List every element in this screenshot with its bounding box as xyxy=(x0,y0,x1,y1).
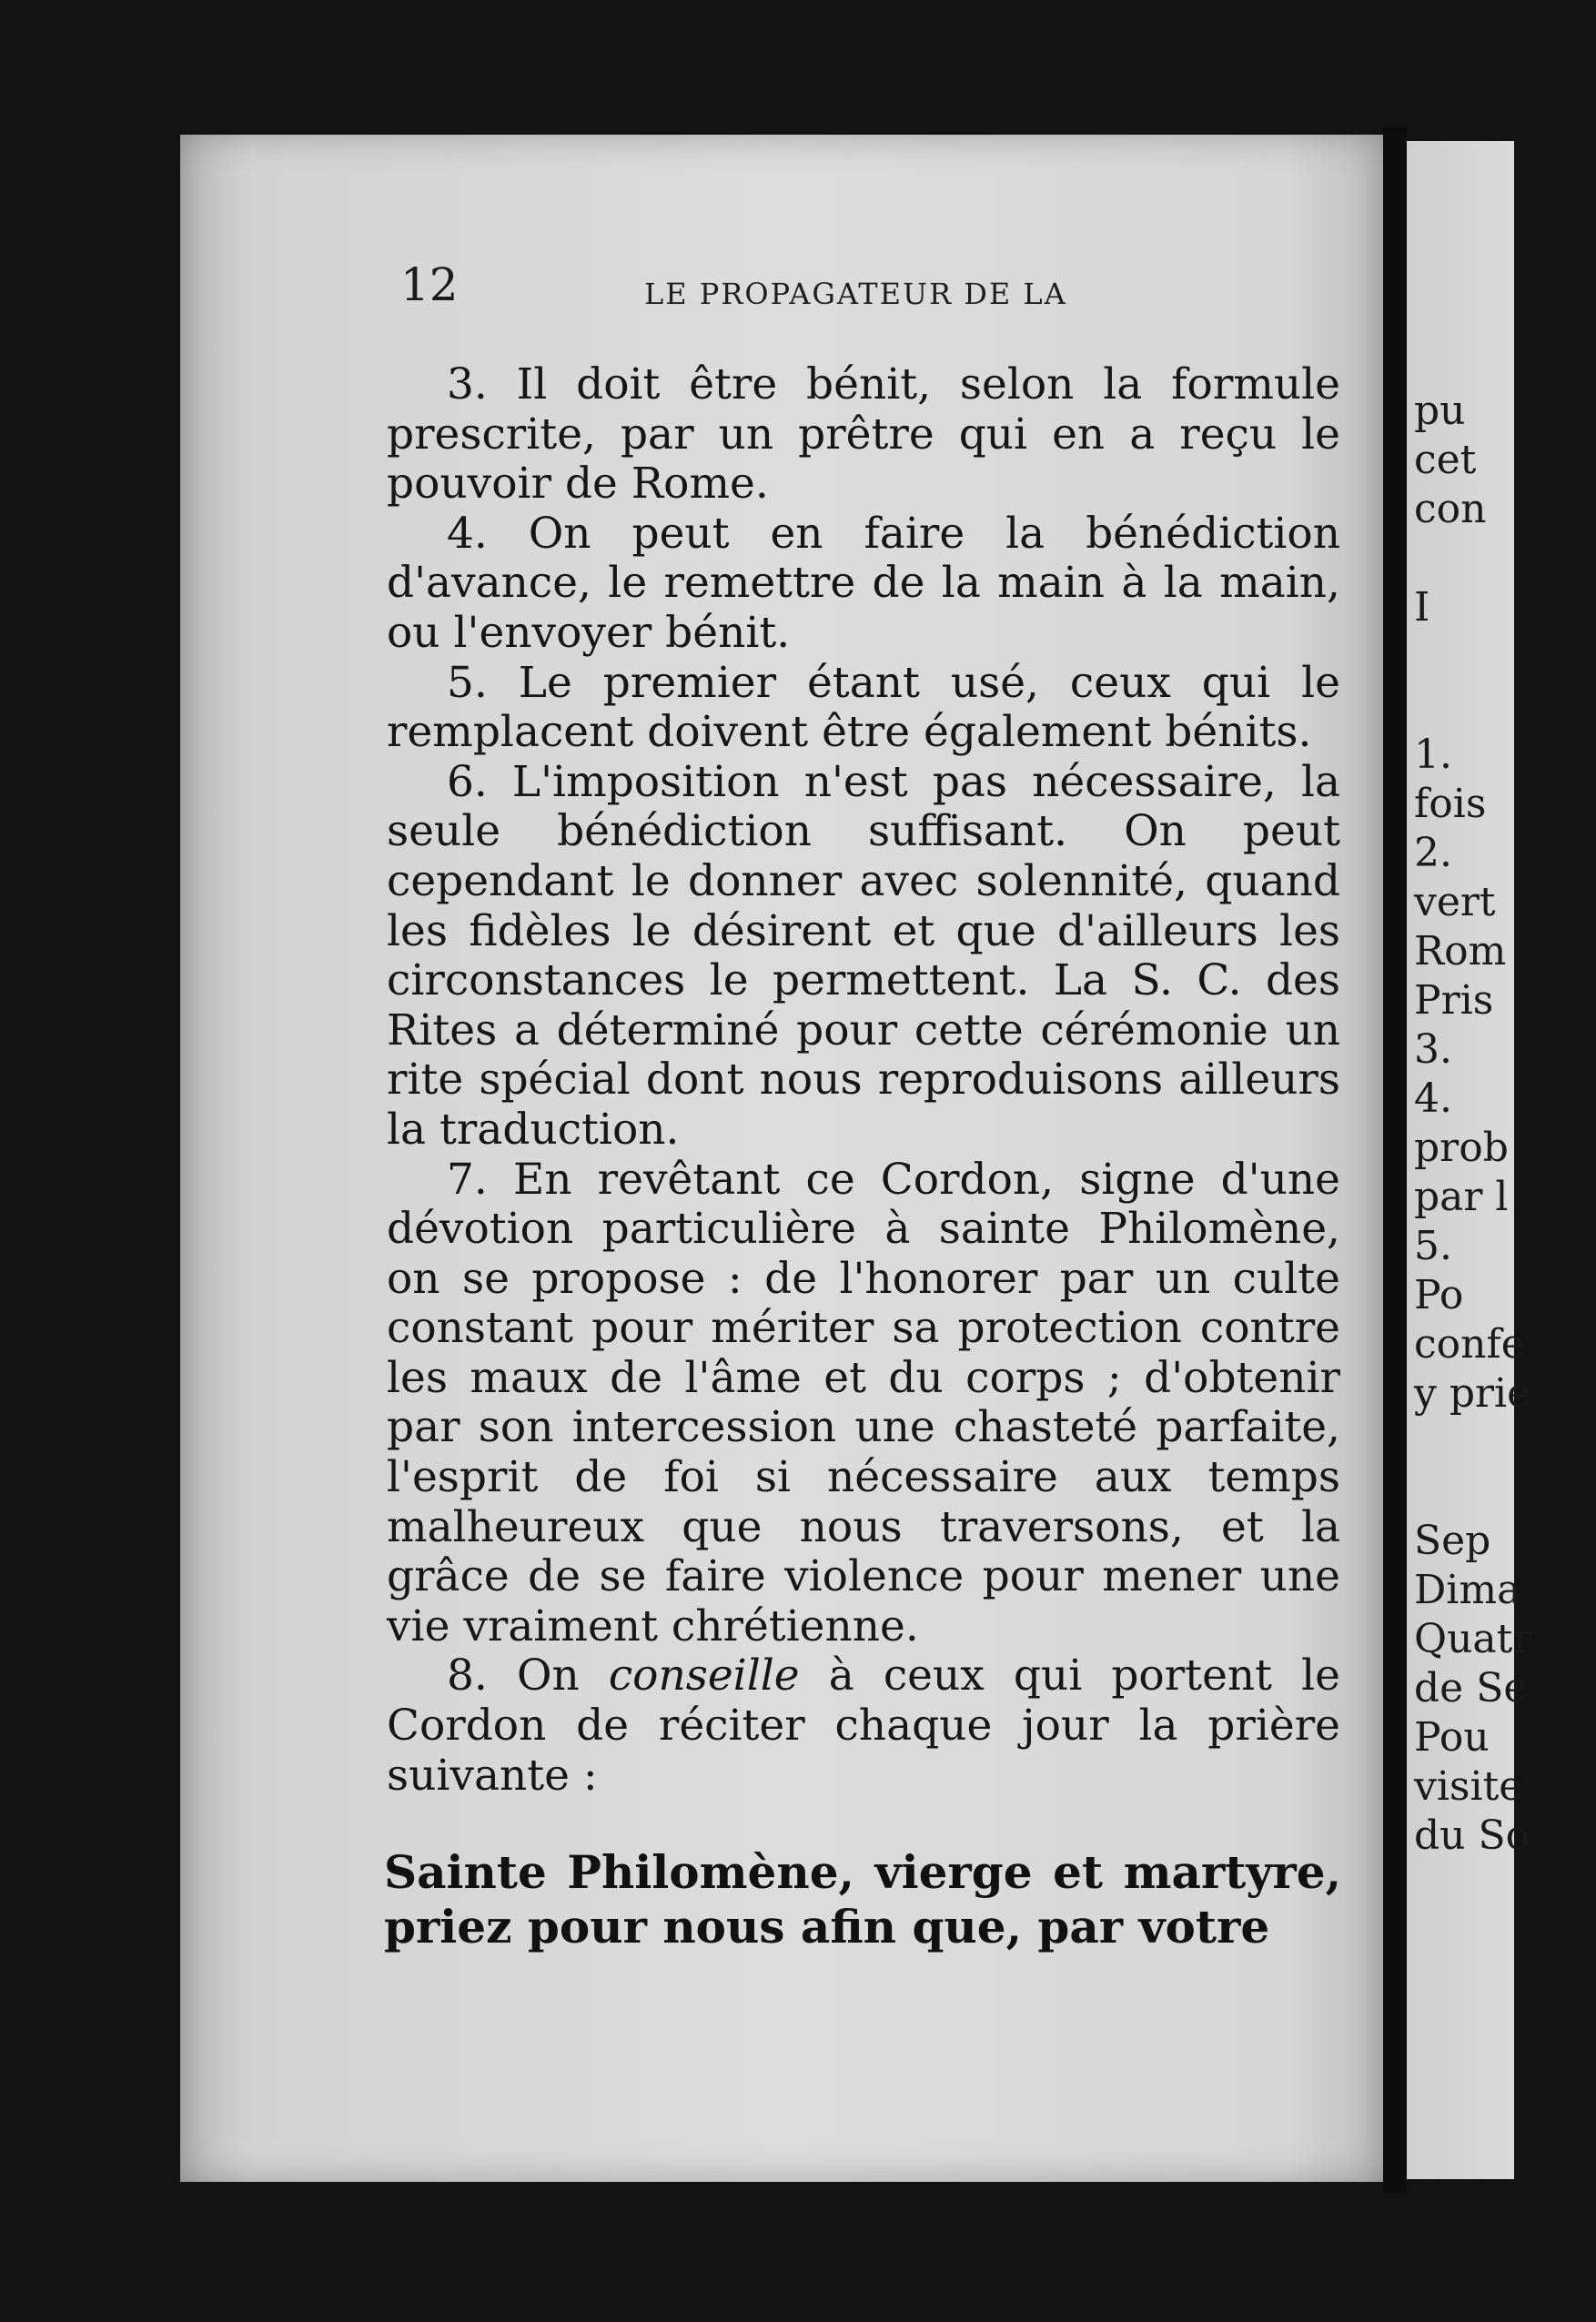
right-page-line: du So xyxy=(1414,1812,1530,1859)
paragraph-3: 3. Il doit être bénit, selon la formule prescrite, par un prêtre qui en a reçu le pouvoir de Rome. xyxy=(387,359,1340,510)
right-page-line: cet xyxy=(1414,437,1477,483)
right-page-line: 2. xyxy=(1414,830,1452,876)
right-page-line xyxy=(1414,681,1596,731)
right-page-line xyxy=(1414,632,1596,681)
paragraph-5: 5. Le premier étant usé, ceux qui le remplacent doivent être également bénits. xyxy=(387,657,1340,758)
paragraph-8: 8. On conseille à ceux qui portent le Cordon de réciter chaque jour la prière suivante : xyxy=(387,1651,1340,1801)
right-page-line: vert xyxy=(1414,879,1496,925)
right-page-line: Sep xyxy=(1414,1518,1491,1564)
right-page-line: I xyxy=(1414,584,1430,631)
page-number: 12 xyxy=(400,258,459,311)
right-page-line: Pou xyxy=(1414,1714,1490,1761)
body-text xyxy=(387,360,1340,1801)
emphasis-conseille: conseille xyxy=(608,1651,800,1701)
right-page-line: 4. xyxy=(1414,1075,1452,1122)
right-page-line: 1. xyxy=(1414,732,1452,778)
paragraph-7: 7. En revêtant ce Cordon, signe d'une dévotion particulière à sainte Philomène, on se propose : de l'honorer par un culte constant pour mériter sa protection contre les maux de l'âme et du corps ; d'obtenir par son intercession une chasteté parfaite, l'esprit de foi si nécessaire aux temps malheureux que nous traversons, et la grâce de se faire violence pour mener une vie vraiment chrétienne. xyxy=(387,1154,1340,1651)
right-page-line: prob xyxy=(1414,1125,1509,1171)
right-page-line: confe xyxy=(1414,1321,1525,1368)
right-page-text xyxy=(1414,387,1596,1861)
right-page-line xyxy=(1414,1418,1596,1468)
right-page xyxy=(1407,141,1532,2179)
right-page-line: Rom xyxy=(1414,928,1507,974)
right-page-line: 3. xyxy=(1414,1026,1452,1073)
paragraph-4: 4. On peut en faire la bénédiction d'avance, le remettre de la main à la main, ou l'envoyer bénit. xyxy=(387,508,1340,658)
right-page-line xyxy=(1414,534,1596,583)
book-gutter xyxy=(1383,127,1407,2193)
running-head xyxy=(400,258,1328,322)
right-page-line: y prie xyxy=(1414,1370,1531,1417)
right-page-line: 5. xyxy=(1414,1223,1452,1269)
right-page-line xyxy=(1414,1468,1596,1517)
right-page-line: pu xyxy=(1414,388,1466,434)
prayer-text: Sainte Philomène, vierge et martyre, priez pour nous afin que, par votre xyxy=(384,1845,1341,1954)
right-page-line: visite xyxy=(1414,1763,1523,1810)
right-page-line: Pris xyxy=(1414,977,1494,1024)
right-page-line: Po xyxy=(1414,1272,1464,1318)
right-page-line: con xyxy=(1414,486,1487,532)
right-page-line: Quatr xyxy=(1414,1616,1532,1662)
running-title: LE PROPAGATEUR DE LA xyxy=(644,277,1067,311)
right-page-line: par l xyxy=(1414,1174,1509,1220)
right-page-line: Dima xyxy=(1414,1567,1521,1613)
right-page-line: de Se xyxy=(1414,1665,1528,1711)
paragraph-6: 6. L'imposition n'est pas nécessaire, la seule bénédiction suffisant. On peut cependant le donner avec solennité, quand les fidèles le désirent et que d'ailleurs les circonstances le permettent. La S. C. des Rites a déterminé pour cette cérémonie un rite spécial dont nous reproduisons ailleurs la traduction. xyxy=(387,756,1340,1155)
right-page-line: fois xyxy=(1414,781,1487,827)
